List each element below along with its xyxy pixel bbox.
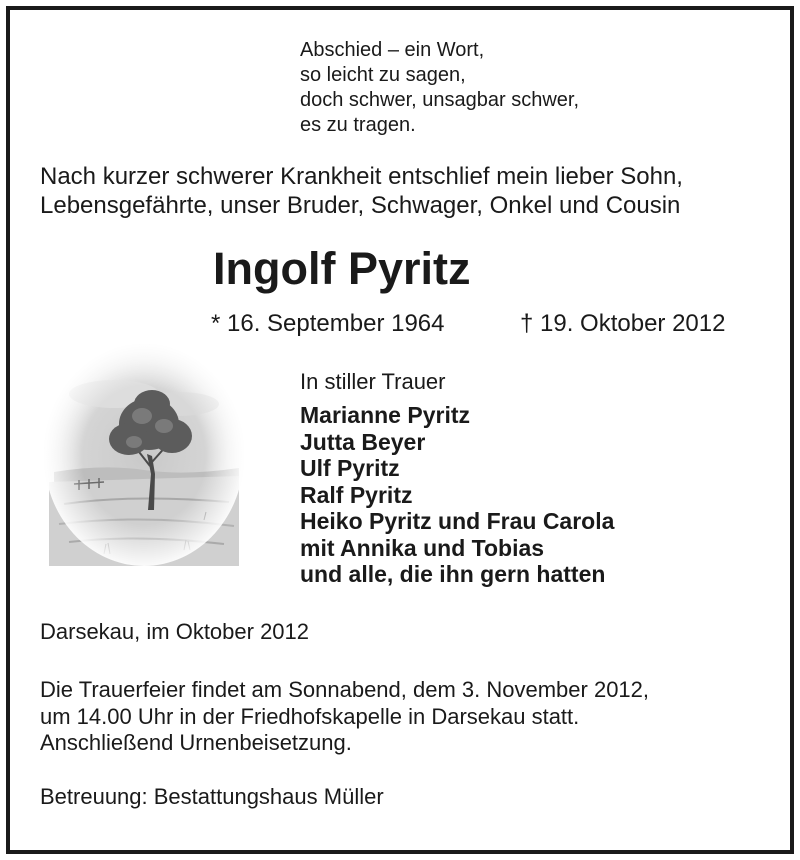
funeral-home: Betreuung: Bestattungshaus Müller [40, 784, 384, 809]
intro-text [40, 162, 683, 220]
mourner-name: und alle, die ihn gern hatten [300, 561, 606, 587]
poem-line: so leicht zu sagen, [300, 64, 466, 86]
intro-line: Lebensgefährte, unser Bruder, Schwager, Onkel und Cousin [40, 192, 681, 219]
mourner-name: Jutta Beyer [300, 428, 426, 455]
service-line: Anschließend Urnenbeisetzung. [40, 730, 352, 755]
poem-line: es zu tragen. [300, 114, 416, 136]
mourner-name: mit Annika und Tobias [300, 534, 545, 561]
death-date: † 19. Oktober 2012 [520, 310, 726, 337]
mourner-name: Ulf Pyritz [300, 455, 400, 481]
service-info [40, 677, 649, 757]
mourning-label: In stiller Trauer [300, 369, 446, 394]
poem [300, 38, 579, 138]
poem-line: doch schwer, unsagbar schwer, [300, 89, 580, 111]
mourner-name: Heiko Pyritz und Frau Carola [300, 508, 615, 534]
intro-line: Nach kurzer schwerer Krankheit entschlief mein lieber Sohn, [40, 163, 683, 190]
mourner-name: Ralf Pyritz [300, 481, 413, 508]
birth-date: * 16. September 1964 [211, 310, 445, 337]
mourners-list [300, 402, 614, 588]
poem-line: Abschied – ein Wort, [300, 39, 485, 61]
deceased-name: Ingolf Pyritz [213, 243, 471, 294]
service-line: Die Trauerfeier findet am Sonnabend, dem 3. November 2012, [40, 677, 650, 702]
place-date: Darsekau, im Oktober 2012 [40, 619, 310, 644]
mourner-name: Marianne Pyritz [300, 402, 470, 428]
service-line: um 14.00 Uhr in der Friedhofskapelle in Darsekau statt. [40, 703, 580, 729]
landscape-tree-picture [44, 344, 244, 566]
